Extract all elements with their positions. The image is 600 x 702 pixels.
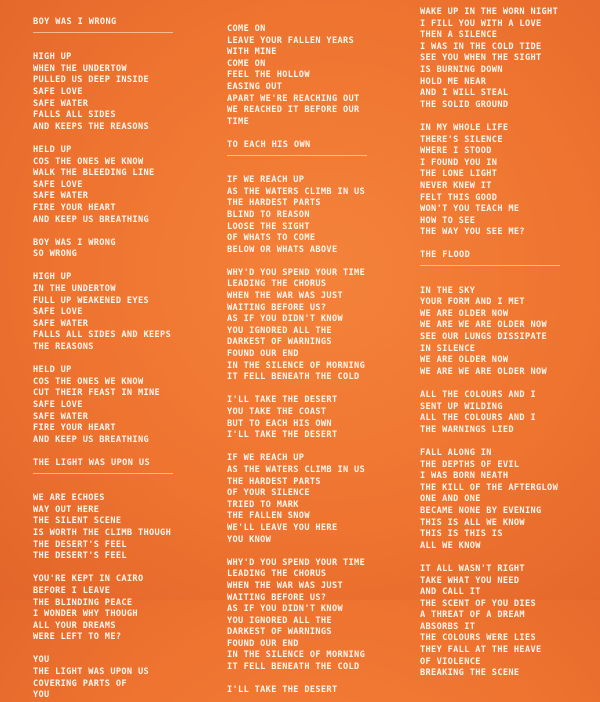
lyric-line: ALL WE KNOW	[420, 540, 481, 551]
lyric-line: IS WORTH THE CLIMB THOUGH	[33, 527, 172, 538]
lyric-line: THERE'S SILENCE	[420, 134, 503, 145]
lyric-line: SAFE LOVE	[33, 179, 83, 190]
stanza-gap	[420, 552, 560, 564]
stanza-gap	[420, 274, 560, 286]
lyric-line: NEVER KNEW IT	[420, 180, 492, 191]
stanza-gap	[420, 111, 560, 123]
lyrics-column-3-content	[420, 7, 560, 680]
title-rule	[420, 265, 560, 266]
lyric-line: FALLS ALL SIDES	[33, 110, 116, 121]
lyric-line: IF WE REACH UP	[227, 175, 305, 186]
stanza-gap	[227, 164, 367, 176]
lyric-line: YOU IGNORED ALL THE	[227, 325, 332, 336]
lyric-line: WALK THE BLEEDING LINE	[33, 168, 155, 179]
lyric-line: SEE OUR LUNGS DISSIPATE	[420, 332, 548, 343]
lyric-line: COVERING PARTS OF	[33, 678, 127, 689]
lyric-line: LOOSE THE SIGHT	[227, 221, 310, 232]
lyric-line: HELD UP	[33, 365, 72, 376]
lyric-line: SENT UP WILDING	[420, 401, 503, 412]
lyric-line: WHEN THE UNDERTOW	[33, 63, 127, 74]
lyric-line: THIS IS THIS IS	[420, 529, 503, 540]
lyric-line: WHERE I STOOD	[420, 146, 492, 157]
stanza-gap	[227, 128, 367, 140]
lyric-line: IN MY WHOLE LIFE	[420, 122, 509, 133]
lyric-line: COME ON	[227, 24, 266, 34]
song-title: BOY WAS I WRONG	[33, 17, 117, 27]
lyric-line: THE LIGHT WAS UPON US	[33, 667, 150, 678]
lyric-line: AND CALL IT	[420, 587, 481, 598]
lyric-line: I'LL TAKE THE DESERT	[227, 685, 338, 696]
lyric-line: AND KEEP US BREATHING	[33, 434, 150, 445]
lyric-line: THEY FALL AT THE HEAVE	[420, 645, 542, 656]
lyric-line: FALLS ALL SIDES AND KEEPS	[33, 330, 172, 341]
stanza-gap	[33, 644, 173, 656]
lyric-line: WAITING BEFORE US?	[227, 302, 327, 313]
lyric-line: SEE YOU WHEN THE SIGHT	[420, 53, 542, 64]
lyric-line: YOU	[33, 655, 50, 666]
lyric-line: IN SILENCE	[420, 343, 476, 354]
lyric-line: I WAS IN THE COLD TIDE	[420, 41, 542, 52]
lyric-line: WE ARE WE ARE OLDER NOW	[420, 320, 548, 331]
lyric-line: THE KILL OF THE AFTERGLOW	[420, 482, 559, 493]
lyric-line: AND KEEP US BREATHING	[33, 214, 150, 225]
lyric-line: AS THE WATERS CLIMB IN US	[227, 186, 366, 197]
lyric-line: YOU IGNORED ALL THE	[227, 615, 332, 626]
lyric-line: THIS IS ALL WE KNOW	[420, 517, 525, 528]
lyric-line: YOU KNOW	[227, 534, 272, 545]
lyric-line: SAFE LOVE	[33, 307, 83, 318]
lyric-line: AND KEEPS THE REASONS	[33, 121, 150, 132]
lyric-line: THE BLINDING PEACE	[33, 597, 133, 608]
lyric-line: A THREAT OF A DREAM	[420, 610, 525, 621]
stanza-gap	[227, 442, 367, 454]
lyric-line: BECAME NONE BY EVENING	[420, 505, 542, 516]
lyric-line: FOUND OUR END	[227, 349, 299, 360]
lyric-line: FIRE YOUR HEART	[33, 423, 116, 434]
lyric-line: BREAKING THE SCENE	[420, 668, 520, 679]
lyrics-column-2-content	[227, 24, 367, 697]
lyric-line: IN THE SKY	[420, 285, 476, 296]
lyric-line: COS THE ONES WE KNOW	[33, 156, 144, 167]
title-rule	[33, 32, 173, 33]
lyric-line: HOLD ME NEAR	[420, 76, 487, 87]
lyric-line: SAFE WATER	[33, 98, 89, 109]
lyric-line: SO WRONG	[33, 249, 78, 260]
lyric-line: ALL THE COLOURS AND I	[420, 413, 537, 424]
lyric-line: YOUR FORM AND I MET	[420, 297, 525, 308]
lyric-line: THE FALLEN SNOW	[227, 511, 310, 522]
lyric-line: WHY'D YOU SPEND YOUR TIME	[227, 557, 366, 568]
lyric-line: WON'T YOU TEACH ME	[420, 204, 520, 215]
lyric-line: THE SILENT SCENE	[33, 516, 122, 527]
lyric-line: OF WHATS TO COME	[227, 233, 316, 244]
lyric-line: FALL ALONG IN	[420, 447, 492, 458]
stanza-gap	[420, 378, 560, 390]
lyric-line: FIRE YOUR HEART	[33, 202, 116, 213]
lyric-line: IS BURNING DOWN	[420, 64, 503, 75]
song-title: THE FLOOD	[420, 250, 471, 261]
lyric-line: PULLED US DEEP INSIDE	[33, 75, 150, 86]
lyric-line: WE'LL LEAVE YOU HERE	[227, 522, 338, 533]
stanza-gap	[33, 446, 173, 458]
lyric-line: YOU'RE KEPT IN CAIRO	[33, 574, 144, 585]
lyric-line: WITH MINE	[227, 47, 277, 58]
stanza-gap	[420, 436, 560, 448]
lyric-line: I FILL YOU WITH A LOVE	[420, 18, 542, 29]
lyric-line: WAKE UP IN THE WORN NIGHT	[420, 7, 559, 17]
lyric-line: SAFE WATER	[33, 411, 89, 422]
lyric-line: WAITING BEFORE US?	[227, 592, 327, 603]
lyric-line: AS IF YOU DIDN'T KNOW	[227, 314, 344, 325]
lyric-line: BOY WAS I WRONG	[33, 237, 116, 248]
title-rule	[227, 155, 367, 156]
lyric-line: IN THE SILENCE OF MORNING	[227, 360, 366, 371]
stanza-gap	[227, 546, 367, 558]
stanza-gap	[33, 261, 173, 273]
lyric-line: BELOW OR WHATS ABOVE	[227, 244, 338, 255]
stanza-gap	[33, 133, 173, 145]
song-title: TO EACH HIS OWN	[227, 139, 311, 150]
lyric-line: WAY OUT HERE	[33, 504, 100, 515]
lyric-line: APART WE'RE REACHING OUT	[227, 93, 360, 104]
stanza-gap	[33, 482, 173, 494]
lyric-line: WE ARE OLDER NOW	[420, 355, 509, 366]
lyric-line: ABSORBS IT	[420, 621, 476, 632]
lyric-line: FOUND OUR END	[227, 638, 299, 649]
stanza-gap	[33, 354, 173, 366]
lyric-line: COME ON	[227, 58, 266, 69]
lyric-line: HELD UP	[33, 144, 72, 155]
lyric-line: THE REASONS	[33, 342, 94, 353]
lyric-line: IT FELL BENEATH THE COLD	[227, 662, 360, 673]
lyric-line: FELT THIS GOOD	[420, 192, 498, 203]
stanza-gap	[33, 226, 173, 238]
lyric-line: THEN A SILENCE	[420, 30, 498, 41]
lyric-line: TAKE WHAT YOU NEED	[420, 575, 520, 586]
lyric-line: WE ARE WE ARE OLDER NOW	[420, 366, 548, 377]
lyric-line: COS THE ONES WE KNOW	[33, 376, 144, 387]
lyric-line: TRIED TO MARK	[227, 499, 299, 510]
lyric-line: IT ALL WASN'T RIGHT	[420, 563, 525, 574]
lyric-line: OF VIOLENCE	[420, 656, 481, 667]
lyric-line: HIGH UP	[33, 52, 72, 63]
lyric-line: SAFE WATER	[33, 318, 89, 329]
lyric-line: SAFE WATER	[33, 191, 89, 202]
lyric-line: SAFE LOVE	[33, 400, 83, 410]
lyric-line: THE SCENT OF YOU DIES	[420, 598, 537, 609]
lyric-line: WHY'D YOU SPEND YOUR TIME	[227, 267, 366, 278]
lyric-line: WE ARE ECHOES	[33, 493, 105, 504]
stanza-gap	[227, 674, 367, 686]
lyric-line: CUT THEIR FEAST IN MINE	[33, 388, 161, 399]
lyric-line: IT FELL BENEATH THE COLD	[227, 372, 360, 383]
lyric-line: THE DESERT'S FEEL	[33, 551, 127, 562]
lyric-line: THE HARDEST PARTS	[227, 198, 321, 209]
lyric-line: WHEN THE WAR WAS JUST	[227, 580, 344, 591]
lyric-line: THE DESERT'S FEEL	[33, 539, 127, 550]
title-rule	[33, 473, 173, 474]
lyric-line: WE ARE OLDER NOW	[420, 308, 509, 319]
lyric-line: I WONDER WHY THOUGH	[33, 609, 138, 620]
lyric-line: THE WAY YOU SEE ME?	[420, 227, 525, 238]
lyric-line: WERE LEFT TO ME?	[33, 632, 122, 643]
lyric-line: ALL YOUR DREAMS	[33, 620, 116, 631]
lyric-line: I'LL TAKE THE DESERT	[227, 430, 338, 441]
lyric-line: THE LONE LIGHT	[420, 169, 498, 180]
lyric-line: EASING OUT	[227, 81, 283, 92]
lyric-line: SAFE LOVE	[33, 86, 83, 97]
lyric-line: I FOUND YOU IN	[420, 157, 498, 168]
lyric-line: THE COLOURS WERE LIES	[420, 633, 537, 644]
lyric-line: ONE AND ONE	[420, 494, 481, 505]
stanza-gap	[420, 239, 560, 251]
lyric-line: IF WE REACH UP	[227, 453, 305, 464]
lyric-line: ALL THE COLOURS AND I	[420, 390, 537, 400]
lyric-line: YOU	[33, 690, 50, 701]
lyric-line: BLIND TO REASON	[227, 209, 310, 220]
lyric-line: IN THE SILENCE OF MORNING	[227, 650, 366, 661]
lyric-line: I'LL TAKE THE DESERT	[227, 395, 338, 406]
lyric-line: THE WARNINGS LIED	[420, 424, 514, 435]
lyric-line: AND I WILL STEAL	[420, 88, 509, 99]
lyric-line: HIGH UP	[33, 272, 72, 283]
stanza-gap	[227, 384, 367, 396]
lyrics-column-1-content	[33, 17, 173, 702]
lyric-line: LEADING THE CHORUS	[227, 569, 327, 580]
song-title: THE LIGHT WAS UPON US	[33, 457, 151, 468]
lyric-line: DARKEST OF WARNINGS	[227, 627, 332, 638]
stanza-gap	[33, 41, 173, 53]
lyric-line: TIME	[227, 116, 250, 127]
lyric-line: OF YOUR SILENCE	[227, 488, 310, 499]
lyric-line: FULL UP WEAKENED EYES	[33, 295, 150, 306]
lyric-line: FEEL THE HOLLOW	[227, 70, 310, 81]
lyric-line: IN THE UNDERTOW	[33, 284, 116, 295]
lyric-line: DARKEST OF WARNINGS	[227, 337, 332, 348]
lyric-line: WE REACHED IT BEFORE OUR	[227, 105, 360, 116]
lyric-line: THE DEPTHS OF EVIL	[420, 459, 520, 470]
stanza-gap	[227, 256, 367, 268]
lyric-line: LEADING THE CHORUS	[227, 279, 327, 290]
lyric-line: YOU TAKE THE COAST	[227, 407, 327, 417]
lyric-line: THE SOLID GROUND	[420, 99, 509, 110]
lyric-line: AS THE WATERS CLIMB IN US	[227, 464, 366, 475]
lyric-line: THE HARDEST PARTS	[227, 476, 321, 487]
lyric-line: I WAS BORN NEATH	[420, 471, 509, 482]
stanza-gap	[33, 563, 173, 575]
lyric-line: BUT TO EACH HIS OWN	[227, 418, 332, 429]
lyric-line: HOW TO SEE	[420, 215, 476, 226]
lyric-line: BEFORE I LEAVE	[33, 585, 111, 596]
lyric-line: LEAVE YOUR FALLEN YEARS	[227, 35, 355, 46]
lyric-line: AS IF YOU DIDN'T KNOW	[227, 604, 344, 615]
lyric-line: WHEN THE WAR WAS JUST	[227, 291, 344, 302]
